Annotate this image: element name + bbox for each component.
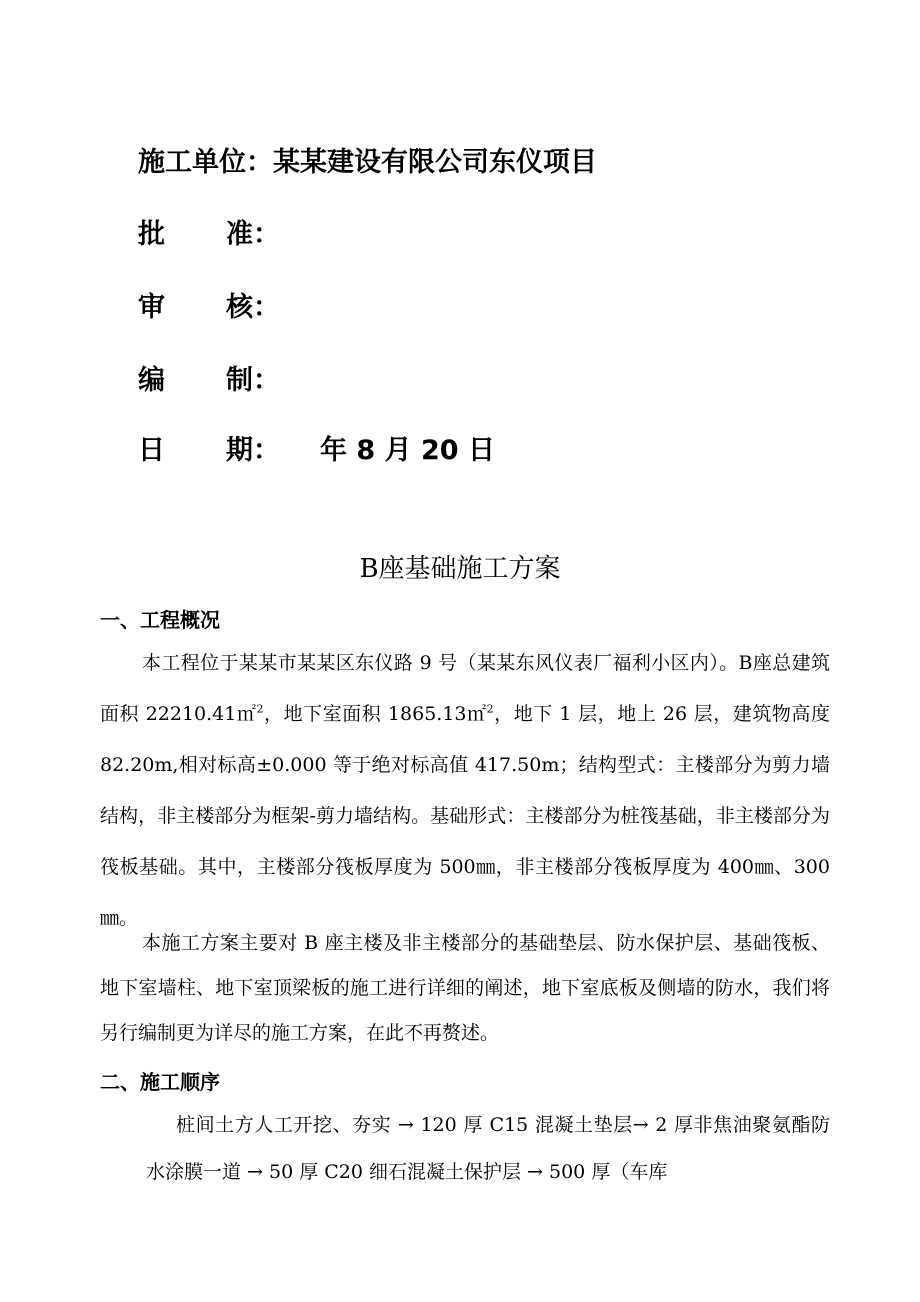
section2-heading: 二、施工顺序	[100, 1070, 220, 1094]
date-label-char2: 期：	[226, 435, 280, 466]
date-value: 年 8 月 20 日	[320, 435, 495, 466]
p1-part-a: 本工程位于某某市某某区东仪路 9 号（某某东风仪表厂福利小区内）。B座总建筑面积 22210.41㎡	[100, 652, 830, 725]
construction-unit-value: 某某建设有限公司东仪项目	[273, 147, 597, 178]
section1-heading: 一、工程概况	[100, 608, 220, 632]
construction-unit-line	[138, 140, 597, 179]
section2-paragraph1: 桩间土方人工开挖、夯实 → 120 厚 C15 混凝土垫层→ 2 厚非焦油聚氨酯防水涂膜一道 → 50 厚 C20 细石混凝土保护层 → 500 厚（车库	[146, 1114, 830, 1183]
p1-sup2: 2	[486, 702, 494, 716]
review-label-char1: 审	[138, 292, 165, 323]
compile-label-char1: 编	[138, 365, 165, 396]
p1-part-c: ，地下 1 层，地上 26 层，建筑物高度 82.20m,相对标高±0.000 等于绝对标高值 417.50m；结构型式：主楼部分为剪力墙结构，非主楼部分为框架-剪力墙结构。基础形式：主楼部分为桩筏基础，非主楼部分为筏板基础。其中，主楼部分筏板厚度为 500㎜，非主楼部分筏板厚度为 400㎜、300㎜。	[100, 703, 830, 929]
approve-label-char2: 准：	[226, 219, 280, 250]
compile-line	[138, 358, 280, 397]
p1-part-b: ，地下室面积 1865.13㎡	[263, 703, 487, 725]
document-title: B座基础施工方案	[359, 554, 561, 584]
review-line	[138, 285, 280, 324]
compile-label-char2: 制：	[226, 365, 280, 396]
approve-line	[138, 212, 280, 251]
section1-paragraph1	[100, 638, 830, 944]
section1-paragraph2: 本施工方案主要对 B 座主楼及非主楼部分的基础垫层、防水保护层、基础筏板、地下室墙柱、地下室顶梁板的施工进行详细的阐述，地下室底板及侧墙的防水，我们将另行编制更为详尽的施工方案，在此不再赘述。	[100, 932, 830, 1044]
construction-unit-label: 施工单位：	[138, 147, 273, 178]
date-label-char1: 日	[138, 435, 165, 466]
date-line	[138, 428, 495, 467]
review-label-char2: 核：	[226, 292, 280, 323]
approve-label-char1: 批	[138, 219, 165, 250]
p1-sup1: 2	[256, 702, 264, 716]
